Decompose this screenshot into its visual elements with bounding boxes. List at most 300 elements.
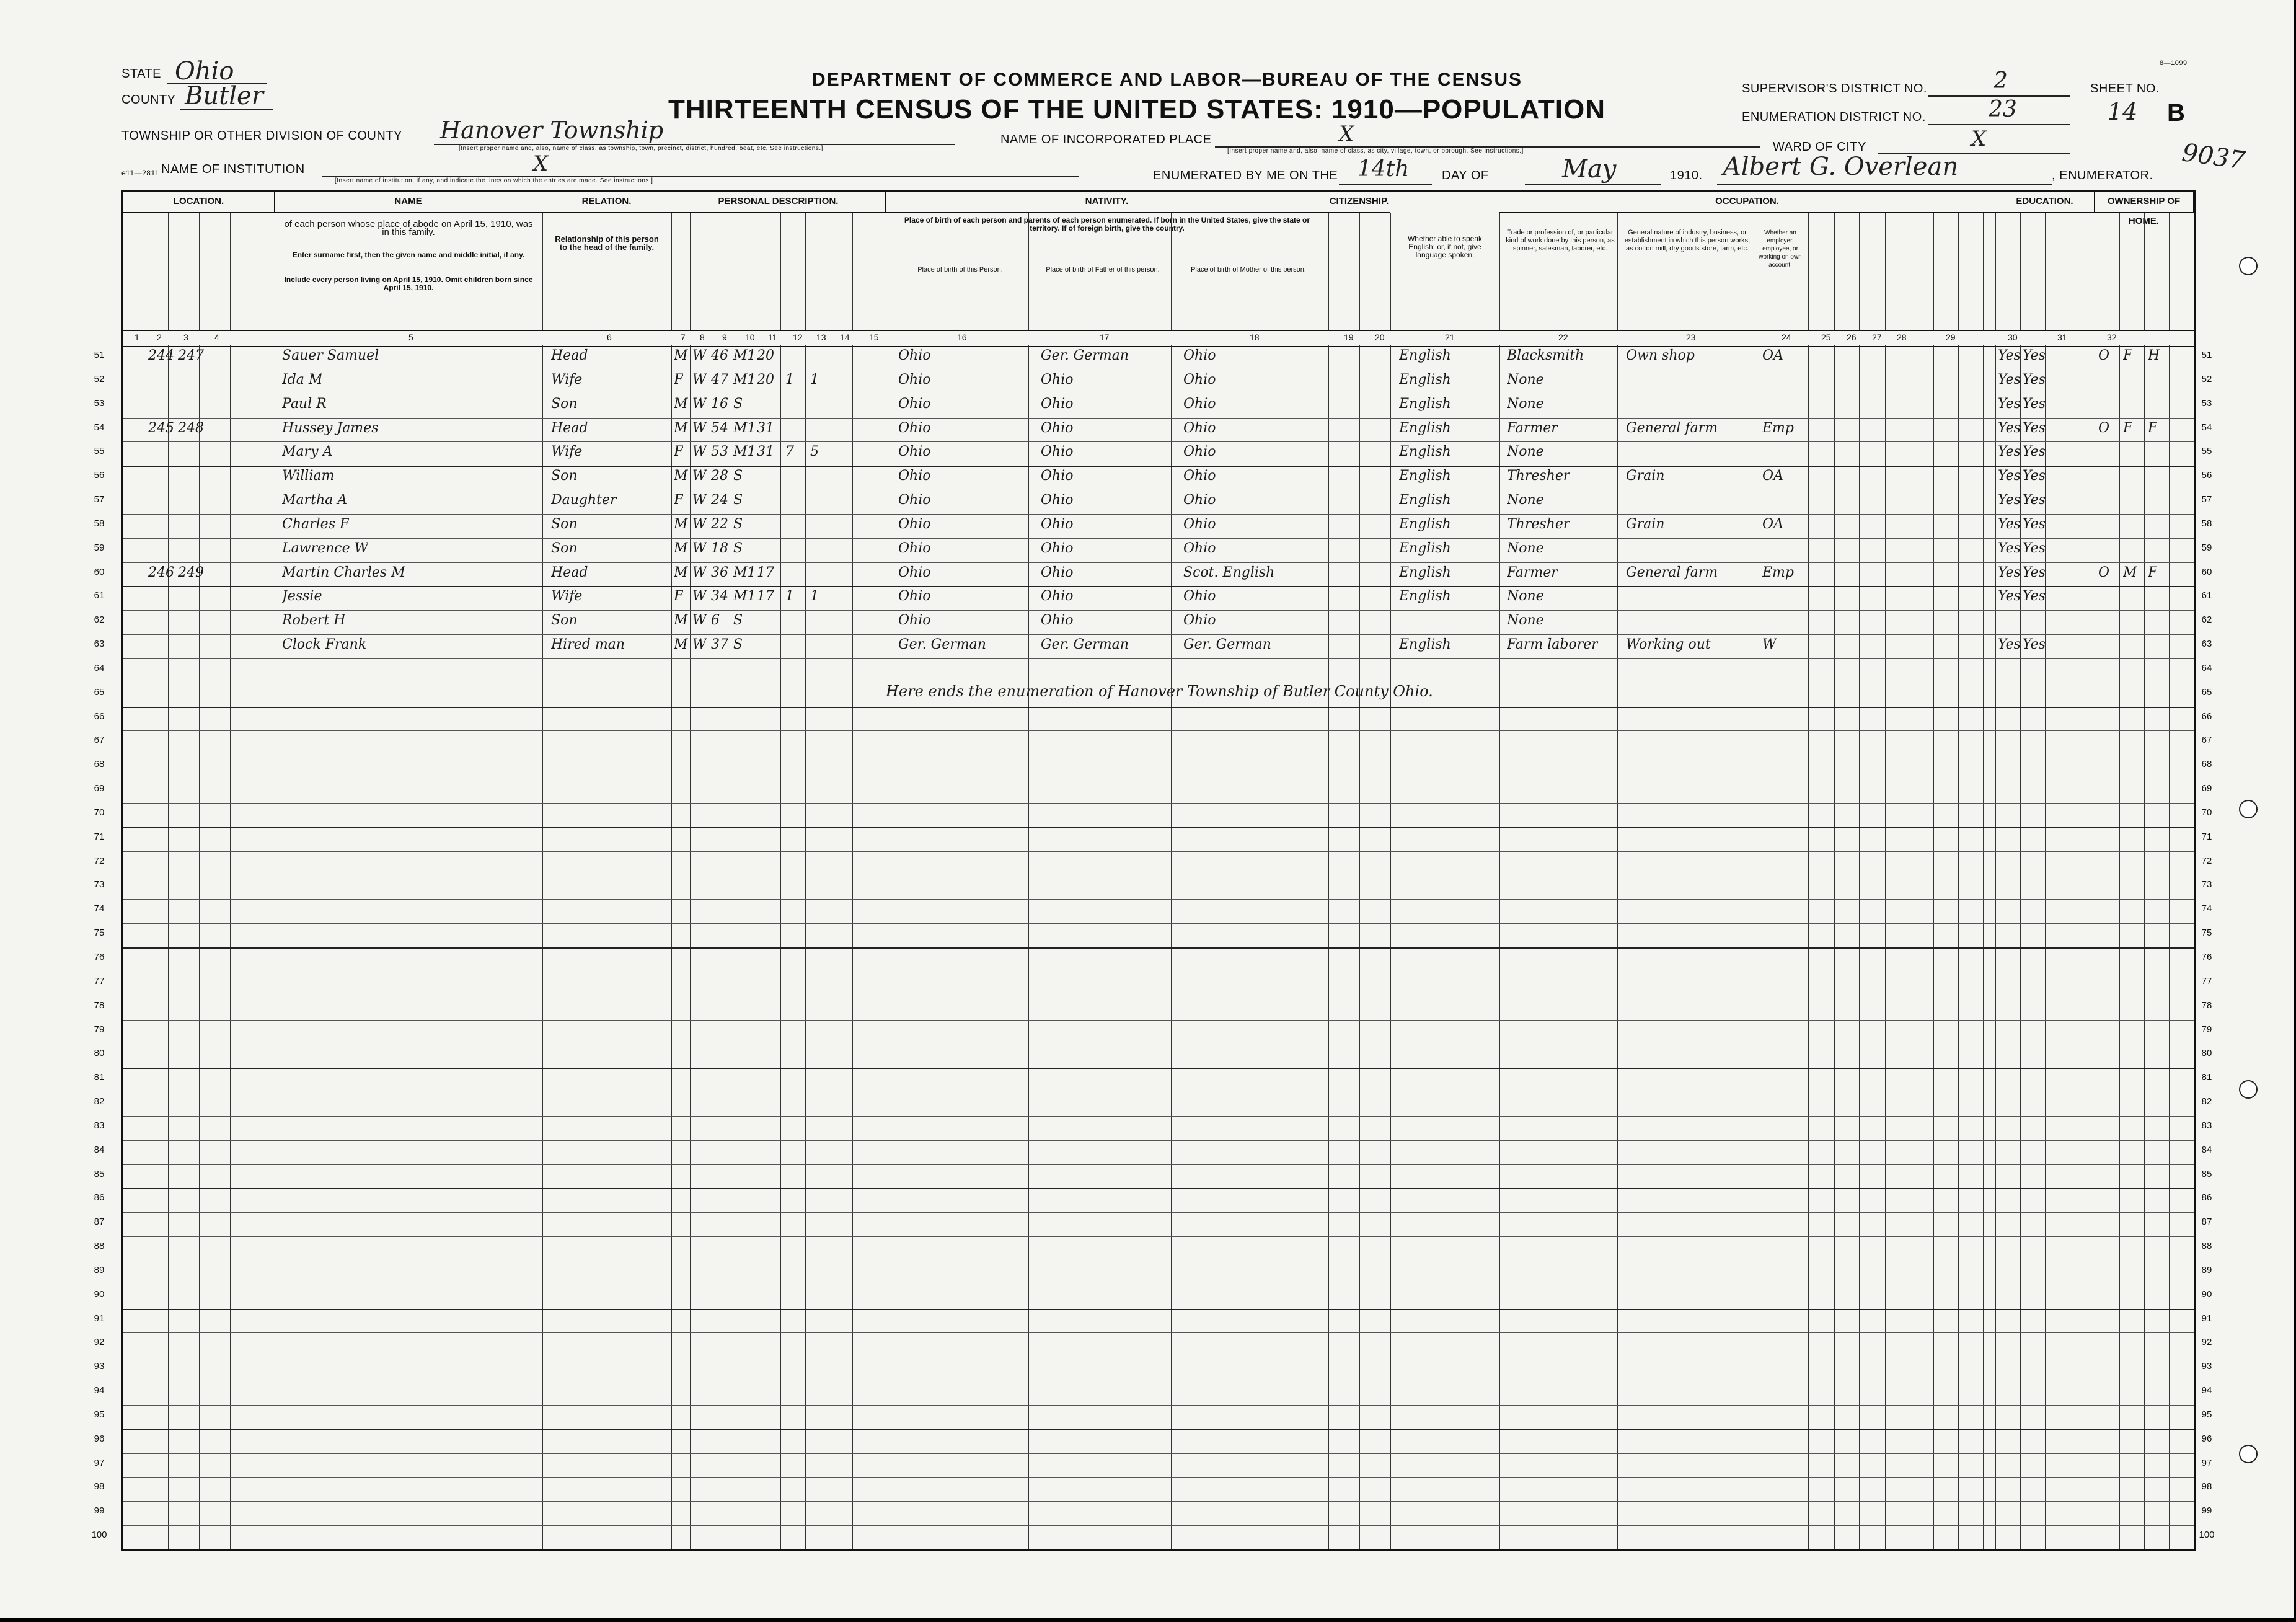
line-number: 65 (2201, 686, 2212, 698)
father-birthplace: Ohio (1041, 444, 1074, 460)
line-number: 90 (94, 1288, 105, 1300)
age: 46 (711, 348, 728, 363)
column-number: 13 (816, 332, 826, 342)
mother-birthplace: Ohio (1183, 420, 1216, 436)
line-number: 83 (2201, 1120, 2212, 1131)
enum-district-value: 23 (1989, 97, 2017, 122)
header-divider (230, 213, 231, 330)
header-divider (1808, 213, 1809, 330)
line-number: 71 (94, 831, 105, 842)
father-birthplace: Ger. German (1041, 348, 1129, 363)
line-number: 79 (94, 1024, 105, 1035)
line-number: 82 (2201, 1096, 2212, 1107)
birthplace: Ohio (898, 444, 931, 460)
column-number: 21 (1445, 332, 1455, 342)
column-number: 16 (957, 332, 967, 342)
group-language-spacer (1390, 192, 1499, 213)
row-line (123, 1212, 2194, 1213)
row-line (123, 1116, 2194, 1117)
form-code: 8—1099 (2160, 60, 2188, 67)
line-number: 57 (94, 494, 105, 505)
column-number: 32 (2107, 332, 2117, 342)
institution-value: X (533, 151, 549, 176)
line-number: 54 (94, 422, 105, 433)
language: English (1399, 371, 1451, 388)
person-name: Martha A (282, 492, 348, 508)
industry: Grain (1626, 468, 1665, 484)
column-number: 23 (1686, 332, 1696, 342)
line-number: 79 (2201, 1024, 2212, 1035)
corner-note: 9037 (2180, 138, 2247, 175)
person-name: Lawrence W (282, 540, 369, 556)
header-divider (1983, 213, 1984, 330)
line-number: 87 (94, 1216, 105, 1228)
row-line (123, 1188, 2194, 1189)
relation: Wife (551, 371, 583, 388)
header-divider (2045, 213, 2046, 330)
row-line (123, 947, 2194, 949)
line-number: 64 (2201, 662, 2212, 673)
line-number: 53 (2201, 397, 2212, 409)
row-line (123, 634, 2194, 635)
family-number: 247 (178, 348, 204, 363)
line-number: 52 (94, 373, 105, 384)
row-line (123, 1525, 2194, 1526)
can-write: Yes (2023, 637, 2046, 653)
can-write: Yes (2023, 468, 2046, 484)
sex: M (674, 348, 688, 363)
line-number: 80 (94, 1048, 105, 1059)
race: W (692, 468, 707, 484)
row-line (123, 707, 2194, 708)
line-number: 91 (94, 1313, 105, 1324)
race: W (692, 588, 707, 605)
sex: M (674, 613, 688, 629)
birthplace: Ger. German (898, 637, 986, 653)
father-birthplace: Ohio (1041, 588, 1074, 605)
ward-label: WARD OF CITY (1773, 140, 1866, 154)
column-number: 24 (1782, 332, 1791, 342)
trade: None (1507, 492, 1544, 508)
free-mortgaged: M (2123, 564, 2137, 580)
binder-hole-2 (2239, 800, 2258, 818)
row-line (123, 923, 2194, 924)
relation: Son (551, 468, 578, 484)
header-divider (780, 213, 781, 330)
language: English (1399, 492, 1451, 508)
father-birthplace: Ohio (1041, 516, 1074, 532)
dwelling-number: 246 (148, 564, 174, 580)
header-divider (199, 213, 200, 330)
row-line (123, 1309, 2194, 1310)
enum-district-label: ENUMERATION DISTRICT NO. (1742, 110, 1926, 124)
right-line-numbers (2194, 343, 2232, 1548)
row-line (123, 466, 2194, 467)
can-write: Yes (2023, 348, 2046, 363)
industry: Working out (1626, 637, 1711, 653)
column-number: 17 (1100, 332, 1110, 342)
row-line (123, 1332, 2194, 1333)
row-line (123, 1020, 2194, 1021)
line-number: 89 (2201, 1264, 2212, 1275)
marital-status: S (733, 637, 743, 653)
header-divider (1885, 213, 1886, 330)
relation-desc: Relationship of this person to the head of the family. (555, 235, 659, 251)
line-number: 81 (94, 1072, 105, 1083)
header-divider (542, 213, 543, 330)
marital-status: S (733, 396, 743, 412)
birthplace: Ohio (898, 516, 931, 532)
marital-status: S (733, 540, 743, 556)
column-number: 27 (1872, 332, 1882, 342)
relation: Hired man (551, 637, 625, 653)
line-number: 51 (94, 350, 105, 360)
can-write: Yes (2023, 540, 2046, 556)
sheet-label: SHEET NO. (2090, 82, 2160, 95)
institution-label: NAME OF INSTITUTION (161, 162, 305, 176)
mother-birthplace: Ohio (1183, 371, 1216, 388)
header-divider (1359, 213, 1360, 330)
incorp-label: NAME OF INCORPORATED PLACE (1000, 133, 1212, 146)
line-number: 97 (2201, 1457, 2212, 1468)
line-number: 95 (2201, 1409, 2212, 1420)
line-number: 85 (94, 1168, 105, 1179)
race: W (692, 613, 707, 629)
children-living: 1 (810, 588, 819, 605)
age: 37 (711, 637, 728, 653)
line-number: 60 (94, 566, 105, 577)
person-name: Jessie (282, 588, 322, 605)
group-nativity: NATIVITY. (886, 192, 1328, 213)
years-married: 20 (757, 371, 774, 388)
header-divider (1995, 213, 1996, 330)
column-number: 1 (135, 332, 139, 342)
age: 16 (711, 396, 728, 412)
age: 28 (711, 468, 728, 484)
group-education: EDUCATION. (1995, 192, 2095, 213)
sex: M (674, 637, 688, 653)
row-line (123, 562, 2194, 563)
race: W (692, 420, 707, 436)
relation: Wife (551, 444, 583, 460)
line-number: 66 (94, 711, 105, 722)
relation: Wife (551, 588, 583, 605)
line-number: 51 (2201, 350, 2212, 360)
census-table (121, 190, 2196, 1551)
column-number: 11 (768, 332, 777, 342)
header-divider (1171, 213, 1172, 330)
group-personal: PERSONAL DESCRIPTION. (671, 192, 886, 213)
relation: Head (551, 564, 588, 580)
can-read: Yes (1998, 492, 2021, 508)
enumerator-value: Albert G. Overlean (1723, 153, 1959, 181)
line-number: 64 (94, 662, 105, 673)
can-write: Yes (2023, 516, 2046, 532)
line-number: 87 (2201, 1216, 2212, 1228)
line-number: 86 (94, 1192, 105, 1203)
race: W (692, 396, 707, 412)
column-number: 3 (183, 332, 188, 342)
row-line (123, 851, 2194, 852)
trade: None (1507, 444, 1544, 460)
group-location: LOCATION. (123, 192, 275, 213)
row-line (123, 1405, 2194, 1406)
incorp-hint: [Insert proper name and, also, name of class, as city, village, town, or borough. See instructions.] (1227, 148, 1524, 154)
line-number: 85 (2201, 1168, 2212, 1179)
column-number: 28 (1897, 332, 1907, 342)
children-living: 5 (810, 444, 819, 460)
industry-head: General nature of industry, business, or establishment in which this person works, as cotton mill, dry goods store, farm, etc. (1624, 229, 1751, 252)
years-married: 17 (757, 564, 774, 580)
years-married: 17 (757, 588, 774, 605)
column-number: 4 (214, 332, 219, 342)
row-line (123, 827, 2194, 828)
farm-or-house: F (2148, 420, 2158, 436)
birth-father-head: Place of birth of Father of this person. (1046, 266, 1160, 273)
person-name: Ida M (282, 371, 323, 388)
owned-rented: O (2098, 420, 2110, 436)
trade-head: Trade or profession of, or particular kind of work done by this person, as spinner, salesman, laborer, etc. (1506, 229, 1615, 252)
birthplace: Ohio (898, 396, 931, 412)
birthplace: Ohio (898, 613, 931, 629)
can-write: Yes (2023, 492, 2046, 508)
line-number: 62 (2201, 614, 2212, 626)
row-line (123, 586, 2194, 587)
relation: Son (551, 516, 578, 532)
free-mortgaged: F (2123, 420, 2133, 436)
line-number: 82 (94, 1096, 105, 1107)
column-number: 30 (2008, 332, 2018, 342)
line-number: 61 (94, 590, 105, 601)
line-number: 98 (94, 1481, 105, 1492)
line-number: 99 (2201, 1505, 2212, 1517)
line-number: 52 (2201, 373, 2212, 384)
line-number: 78 (2201, 999, 2212, 1011)
header-divider (1958, 213, 1959, 330)
language: English (1399, 396, 1451, 412)
line-number: 69 (94, 783, 105, 794)
can-write: Yes (2023, 588, 2046, 605)
column-number: 7 (681, 332, 686, 342)
industry: General farm (1626, 564, 1718, 580)
person-name: Sauer Samuel (282, 348, 379, 363)
person-name: Martin Charles M (282, 564, 405, 580)
sex: M (674, 564, 688, 580)
line-number: 71 (2201, 831, 2212, 842)
line-number: 96 (94, 1433, 105, 1444)
county-value: Butler (185, 82, 263, 110)
column-number: 8 (700, 332, 705, 342)
line-number: 84 (94, 1144, 105, 1155)
line-number: 58 (2201, 518, 2212, 529)
trade: None (1507, 396, 1544, 412)
mother-birthplace: Scot. English (1183, 564, 1275, 580)
day-of-label: DAY OF (1442, 169, 1489, 182)
father-birthplace: Ohio (1041, 396, 1074, 412)
nativity-desc: Place of birth of each person and parents of each person enumerated. If born in the United States, give the state or territory. If of foreign birth, give the country. (904, 216, 1310, 233)
sex: M (674, 516, 688, 532)
father-birthplace: Ohio (1041, 540, 1074, 556)
person-name: Robert H (282, 613, 346, 629)
group-ownership: OWNERSHIP OF HOME. (2095, 192, 2194, 213)
mother-birthplace: Ohio (1183, 492, 1216, 508)
language: English (1399, 444, 1451, 460)
dwelling-number: 244 (148, 348, 174, 363)
sex: F (674, 444, 684, 460)
line-number: 57 (2201, 494, 2212, 505)
person-name: Mary A (282, 444, 333, 460)
marital-status: S (733, 516, 743, 532)
line-number: 92 (2201, 1337, 2212, 1348)
row-line (123, 1068, 2194, 1069)
column-number: 14 (840, 332, 850, 342)
relation: Son (551, 613, 578, 629)
line-number: 72 (2201, 855, 2212, 866)
relation: Head (551, 420, 588, 436)
line-number: 100 (2199, 1530, 2215, 1541)
line-number: 99 (94, 1505, 105, 1517)
employer-status: W (1762, 637, 1777, 653)
age: 47 (711, 371, 728, 388)
row-line (123, 1429, 2194, 1430)
state-value: Ohio (175, 57, 234, 86)
line-number: 89 (94, 1264, 105, 1275)
header-divider (671, 213, 672, 330)
row-line (123, 1140, 2194, 1141)
column-number: 2 (157, 332, 162, 342)
age: 36 (711, 564, 728, 580)
scan-edge-right (2294, 0, 2296, 1622)
column-number: 29 (1946, 332, 1956, 342)
free-mortgaged: F (2123, 348, 2133, 363)
column-number: 25 (1821, 332, 1831, 342)
owned-rented: O (2098, 564, 2110, 580)
can-read: Yes (1998, 588, 2021, 605)
line-number: 58 (94, 518, 105, 529)
trade: Blacksmith (1507, 348, 1584, 363)
column-number-strip (123, 330, 2194, 347)
father-birthplace: Ohio (1041, 371, 1074, 388)
mother-birthplace: Ohio (1183, 516, 1216, 532)
closing-note: Here ends the enumeration of Hanover Township of Butler County Ohio. (886, 683, 1433, 700)
language: English (1399, 540, 1451, 556)
industry: Own shop (1626, 348, 1695, 363)
marital-status: M1 (733, 371, 756, 388)
age: 24 (711, 492, 728, 508)
column-number: 9 (722, 332, 727, 342)
row-line (123, 514, 2194, 515)
marital-status: M1 (733, 420, 756, 436)
header-divider (1328, 213, 1329, 330)
age: 18 (711, 540, 728, 556)
incorp-value: X (1339, 122, 1354, 146)
children-born: 1 (785, 588, 794, 605)
line-number: 73 (2201, 879, 2212, 890)
line-number: 76 (94, 952, 105, 962)
sex: M (674, 420, 688, 436)
line-number: 100 (91, 1530, 107, 1541)
column-number: 19 (1344, 332, 1354, 342)
age: 22 (711, 516, 728, 532)
employer-status: Emp (1762, 420, 1795, 436)
line-number: 56 (2201, 470, 2212, 481)
line-number: 63 (2201, 639, 2212, 650)
mother-birthplace: Ger. German (1183, 637, 1271, 653)
line-number: 83 (94, 1120, 105, 1131)
race: W (692, 564, 707, 580)
mother-birthplace: Ohio (1183, 588, 1216, 605)
birth-self-head: Place of birth of this Person. (917, 266, 1003, 273)
age: 54 (711, 420, 728, 436)
age: 53 (711, 444, 728, 460)
relation: Daughter (551, 492, 617, 508)
family-number: 248 (178, 420, 204, 436)
sex: M (674, 540, 688, 556)
column-number: 31 (2057, 332, 2067, 342)
sheet-value: 14 (2108, 98, 2138, 125)
mother-birthplace: Ohio (1183, 540, 1216, 556)
line-number: 72 (94, 855, 105, 866)
supervisor-label: SUPERVISOR'S DISTRICT NO. (1742, 82, 1927, 95)
years-married: 31 (757, 420, 774, 436)
can-write: Yes (2023, 396, 2046, 412)
binder-hole-4 (2239, 1445, 2258, 1463)
dwelling-number: 245 (148, 420, 174, 436)
birthplace: Ohio (898, 348, 931, 363)
column-number: 18 (1250, 332, 1260, 342)
line-number: 77 (2201, 975, 2212, 986)
age: 34 (711, 588, 728, 605)
row-line (123, 1236, 2194, 1237)
age: 6 (711, 613, 720, 629)
race: W (692, 540, 707, 556)
line-number: 61 (2201, 590, 2212, 601)
language: English (1399, 637, 1451, 653)
can-read: Yes (1998, 468, 2021, 484)
sex: M (674, 396, 688, 412)
language: English (1399, 516, 1451, 532)
mother-birthplace: Ohio (1183, 444, 1216, 460)
name-instr2: Include every person living on April 15, 1910. Omit children born since April 15, 1910. (284, 276, 533, 292)
line-number: 63 (94, 639, 105, 650)
can-read: Yes (1998, 516, 2021, 532)
marital-status: M1 (733, 564, 756, 580)
industry: General farm (1626, 420, 1718, 436)
trade: Farm laborer (1507, 637, 1598, 653)
birth-mother-head: Place of birth of Mother of this person. (1191, 266, 1306, 273)
can-read: Yes (1998, 564, 2021, 580)
header-divider (1933, 213, 1934, 330)
farm-or-house: F (2148, 564, 2158, 580)
can-write: Yes (2023, 444, 2046, 460)
column-number: 12 (793, 332, 803, 342)
binder-hole-3 (2239, 1080, 2258, 1099)
birthplace: Ohio (898, 564, 931, 580)
enumerated-day: 14th (1358, 156, 1410, 182)
person-name: Paul R (282, 396, 327, 412)
birthplace: Ohio (898, 540, 931, 556)
father-birthplace: Ohio (1041, 613, 1074, 629)
line-number: 75 (2201, 928, 2212, 939)
row-line (123, 730, 2194, 731)
trade: Farmer (1507, 564, 1558, 580)
header-divider (1834, 213, 1835, 330)
line-number: 78 (94, 999, 105, 1011)
row-line (123, 538, 2194, 539)
line-number: 96 (2201, 1433, 2212, 1444)
trade: Thresher (1507, 468, 1570, 484)
column-number: 26 (1847, 332, 1857, 342)
